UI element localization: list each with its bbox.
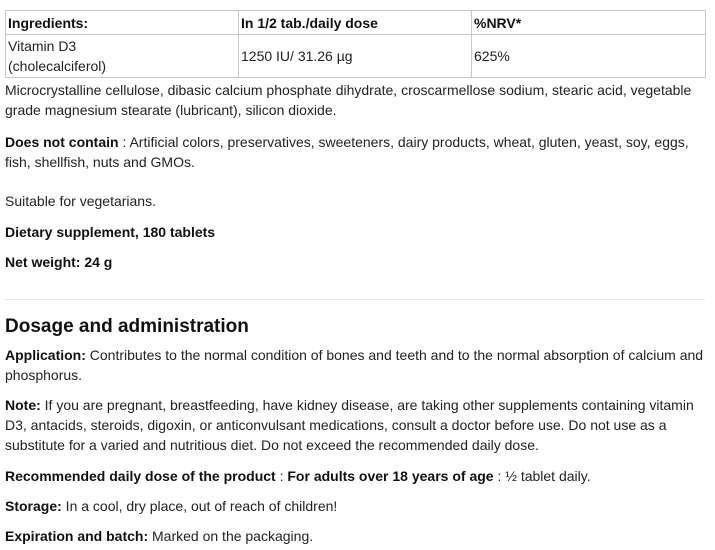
ingredient-dose-cell: 1250 IU/ 31.26 µg xyxy=(239,35,472,78)
expiration-paragraph xyxy=(5,526,705,546)
expiration-label: Expiration and batch: xyxy=(5,528,149,544)
ingredients-table-header-row xyxy=(6,11,706,35)
does-not-contain-text: : Artificial colors, preservatives, sweeteners, dairy products, wheat, gluten, yeast, soy, eggs, fish, shellfish, nuts and GMOs. xyxy=(5,134,689,170)
note-paragraph xyxy=(5,395,705,455)
application-text: Contributes to the normal condition of bones and teeth and to the normal absorption of calcium and phosphorus. xyxy=(5,347,704,383)
ingredients-column-header: Ingredients: xyxy=(6,11,239,35)
recommended-dose-text: : ½ tablet daily. xyxy=(493,468,591,484)
expiration-text: Marked on the packaging. xyxy=(148,528,314,544)
ingredients-table xyxy=(5,10,706,78)
ingredient-name-cell xyxy=(6,35,239,78)
application-label: Application: xyxy=(5,347,86,363)
suitable-for-vegetarians: Suitable for vegetarians. xyxy=(5,193,156,209)
note-label: Note: xyxy=(5,397,41,413)
does-not-contain-paragraph xyxy=(5,132,705,172)
recommended-separator: : xyxy=(275,468,288,484)
storage-label: Storage: xyxy=(5,498,62,514)
section-divider xyxy=(5,299,705,300)
ingredient-nrv-cell: 625% xyxy=(472,35,706,78)
table-row xyxy=(6,35,706,78)
application-paragraph xyxy=(5,345,705,385)
dose-column-header: In 1/2 tab./daily dose xyxy=(239,11,472,35)
nrv-column-header: %NRV* xyxy=(472,11,706,35)
ingredient-name: Vitamin D3 xyxy=(8,38,77,54)
storage-text: In a cool, dry place, out of reach of children! xyxy=(61,498,338,514)
recommended-dose-paragraph xyxy=(5,466,705,486)
composition-text: Microcrystalline cellulose, dibasic calcium phosphate dihydrate, croscarmellose sodium, stearic acid, vegetable grade magnesium stearate (lubricant), silicon dioxide. xyxy=(5,82,692,118)
product-info-page xyxy=(5,10,705,546)
dietary-supplement-label: Dietary supplement, 180 tablets xyxy=(5,224,216,240)
recommended-dose-label: Recommended daily dose of the product xyxy=(5,468,276,484)
note-text: If you are pregnant, breastfeeding, have kidney disease, are taking other supplements containing vitamin D3, antacids, steroids, digoxin, or anticonvulsant medications, consult a doctor before use. Do not use as a substitute for a varied and nutritious diet. Do not exceed the recommended daily dose. xyxy=(5,397,694,453)
storage-paragraph xyxy=(5,496,705,516)
ingredient-chemical-name: (cholecalciferol) xyxy=(8,58,107,74)
dosage-section-title: Dosage and administration xyxy=(5,316,249,337)
recommended-audience: For adults over 18 years of age xyxy=(287,468,494,484)
does-not-contain-label: Does not contain xyxy=(5,134,119,150)
net-weight-label: Net weight: 24 g xyxy=(5,254,113,270)
